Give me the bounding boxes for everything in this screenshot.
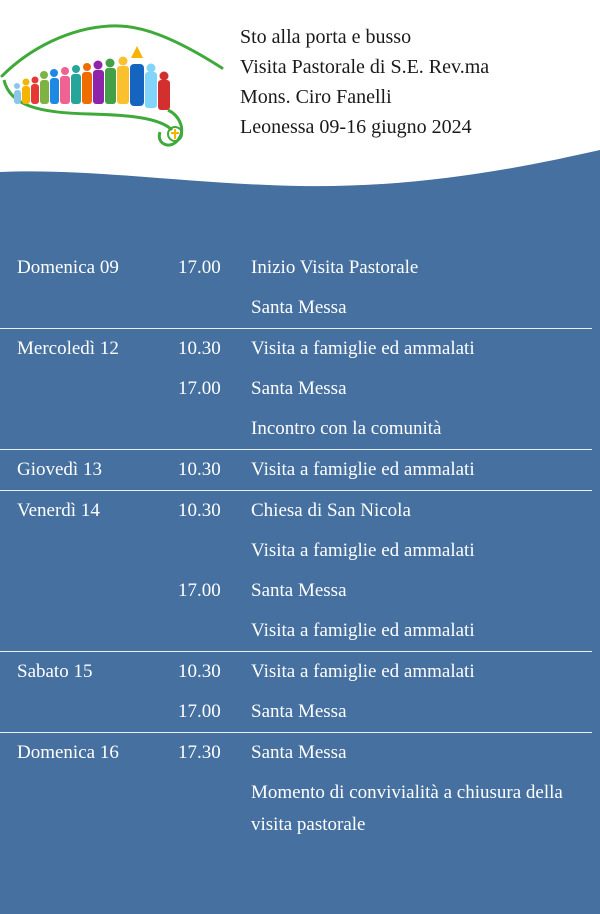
event-label: Visita a famiglie ed ammalati [251, 459, 475, 480]
day-label: Sabato 15 [17, 661, 93, 682]
day-group-sabato-15 [0, 652, 592, 733]
schedule-table [0, 248, 600, 845]
event-label: Visita a famiglie ed ammalati [251, 620, 475, 641]
event-label: Santa Messa [251, 580, 347, 601]
motto-line: Sto alla porta e busso [240, 26, 412, 48]
visit-title-line: Visita Pastorale di S.E. Rev.ma [240, 56, 490, 78]
schedule-row [0, 571, 592, 611]
schedule-row [0, 288, 592, 328]
day-group-domenica-09 [0, 248, 592, 329]
pastoral-visit-logo [0, 18, 230, 158]
day-group-domenica-16 [0, 733, 592, 845]
event-label: Visita a famiglie ed ammalati [251, 661, 475, 682]
schedule-row [0, 611, 592, 651]
day-label: Giovedì 13 [17, 459, 102, 480]
time-label: 17.30 [178, 742, 221, 763]
event-label: Momento di convivialità a chiusura della visita pastorale [251, 782, 563, 835]
day-label: Mercoledì 12 [17, 338, 119, 359]
day-group-giovedi-13 [0, 450, 592, 491]
time-label: 10.30 [178, 661, 221, 682]
event-label: Santa Messa [251, 742, 347, 763]
schedule-row [0, 329, 592, 369]
time-label: 10.30 [178, 500, 221, 521]
schedule-row [0, 773, 592, 845]
schedule-row [0, 409, 592, 449]
schedule-row [0, 692, 592, 732]
schedule-row [0, 491, 592, 531]
event-label: Chiesa di San Nicola [251, 500, 411, 521]
time-label: 17.00 [178, 378, 221, 399]
bishop-name-line: Mons. Ciro Fanelli [240, 86, 392, 108]
event-label: Santa Messa [251, 378, 347, 399]
header [0, 0, 600, 200]
day-group-mercoledi-12 [0, 329, 592, 450]
event-label: Inizio Visita Pastorale [251, 257, 419, 278]
schedule-row [0, 450, 592, 490]
schedule-row [0, 733, 592, 773]
event-label: Incontro con la comunità [251, 418, 442, 439]
day-label: Domenica 16 [17, 742, 119, 763]
schedule-row [0, 531, 592, 571]
event-label: Visita a famiglie ed ammalati [251, 338, 475, 359]
event-label: Santa Messa [251, 297, 347, 318]
day-label: Venerdì 14 [17, 500, 100, 521]
schedule-row [0, 369, 592, 409]
time-label: 17.00 [178, 257, 221, 278]
event-label: Santa Messa [251, 701, 347, 722]
time-label: 17.00 [178, 580, 221, 601]
place-dates-line: Leonessa 09-16 giugno 2024 [240, 116, 472, 138]
day-group-venerdi-14 [0, 491, 592, 652]
day-label: Domenica 09 [17, 257, 119, 278]
time-label: 10.30 [178, 459, 221, 480]
event-title-block [240, 22, 489, 142]
time-label: 17.00 [178, 701, 221, 722]
event-label: Visita a famiglie ed ammalati [251, 540, 475, 561]
schedule-row [0, 248, 592, 288]
time-label: 10.30 [178, 338, 221, 359]
schedule-row [0, 652, 592, 692]
